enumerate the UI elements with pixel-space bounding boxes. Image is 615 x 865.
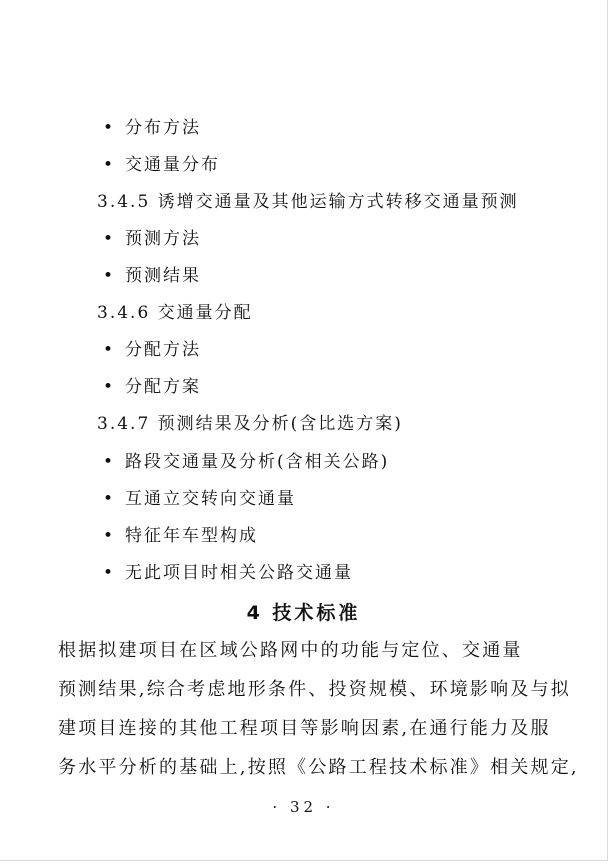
page-number: · 32 · (272, 798, 335, 816)
bullet-dot: • (103, 266, 114, 286)
bullet-dot: • (103, 118, 114, 138)
bullet-item (103, 340, 201, 360)
bullet-text: 预测结果 (125, 266, 201, 286)
paragraph-line: 根据拟建项目在区域公路网中的功能与定位、交通量 (58, 640, 523, 661)
bullet-item (103, 229, 201, 249)
bullet-dot: • (103, 563, 114, 583)
paragraph-line: 务水平分析的基础上,按照《公路工程技术标准》相关规定, (58, 757, 579, 778)
bullet-dot: • (103, 489, 114, 509)
bullet-dot: • (103, 452, 114, 472)
paragraph-line: 预测结果,综合考虑地形条件、投资规模、环境影响及与拟 (58, 679, 571, 700)
bullet-item (103, 266, 201, 286)
subsection-heading: 3.4.7 预测结果及分析(含比选方案) (97, 414, 403, 434)
bullet-item (103, 118, 201, 138)
bullet-dot: • (103, 155, 114, 175)
bullet-dot: • (103, 526, 114, 546)
bullet-text: 交通量分布 (125, 155, 220, 175)
bullet-text: 分配方案 (125, 377, 201, 397)
bullet-text: 分配方法 (125, 340, 201, 360)
subsection-heading: 3.4.5 诱增交通量及其他运输方式转移交通量预测 (97, 192, 519, 212)
bullet-text: 互通立交转向交通量 (125, 489, 296, 509)
bullet-item (103, 155, 220, 175)
bullet-item (103, 526, 258, 546)
subsection-heading: 3.4.6 交通量分配 (97, 303, 253, 323)
bullet-text: 预测方法 (125, 229, 201, 249)
bullet-item (103, 563, 353, 583)
bullet-item (103, 452, 389, 472)
bullet-dot: • (103, 229, 114, 249)
bullet-dot: • (103, 377, 114, 397)
bullet-item (103, 489, 296, 509)
bullet-dot: • (103, 340, 114, 360)
bullet-item (103, 377, 201, 397)
bullet-text: 路段交通量及分析(含相关公路) (125, 452, 390, 472)
paragraph-line: 建项目连接的其他工程项目等影响因素,在通行能力及服 (58, 718, 551, 739)
bullet-text: 特征年车型构成 (125, 526, 258, 546)
bullet-text: 无此项目时相关公路交通量 (125, 563, 353, 583)
bullet-text: 分布方法 (125, 118, 201, 138)
section-title: 4 技术标准 (246, 602, 361, 624)
